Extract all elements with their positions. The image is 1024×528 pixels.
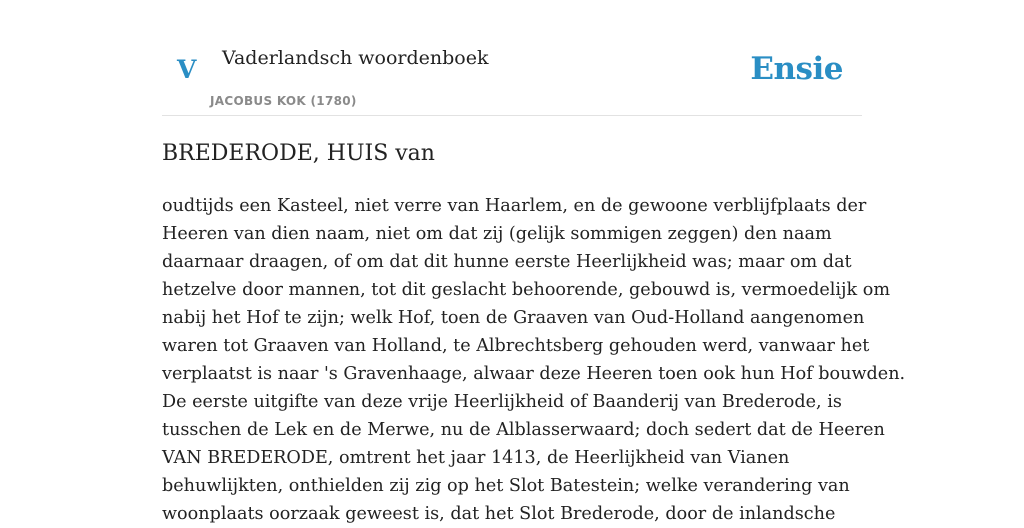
dictionary-author: JACOBUS KOK (1780) [210, 94, 357, 108]
entry-body-line: verplaatst is naar 's Gravenhaage, alwaar deze Heeren toen ook hun Hof bouwden. [162, 364, 906, 384]
entry-title: BREDERODE, HUIS van [162, 141, 435, 166]
index-letter[interactable]: V [177, 55, 197, 84]
entry-body-line: hetzelve door mannen, tot dit geslacht behoorende, gebouwd is, vermoedelijk om [162, 280, 891, 300]
entry-body-line: oudtijds een Kasteel, niet verre van Haarlem, en de gewoone verblijfplaats der [162, 196, 867, 216]
entry-body-line: VAN BREDERODE, omtrent het jaar 1413, de Heerlijkheid van Vianen [162, 448, 790, 468]
ensie-logo[interactable]: Ensie [750, 51, 843, 87]
entry-body-line: nabij het Hof te zijn; welk Hof, toen de Graaven van Oud-Holland aangenomen [162, 308, 865, 328]
entry-body [162, 192, 906, 528]
dictionary-title[interactable]: Vaderlandsch woordenboek [222, 47, 489, 69]
entry-body-line: daarnaar draagen, of om dat dit hunne eerste Heerlijkheid was; maar om dat [162, 252, 852, 272]
entry-body-line: behuwlijkten, onthielden zij zig op het Slot Batestein; welke verandering van [162, 476, 850, 496]
dictionary-header [162, 0, 862, 116]
entry-body-line: Heeren van dien naam, niet om dat zij (gelijk sommigen zeggen) den naam [162, 224, 832, 244]
entry-body-line: tusschen de Lek en de Merwe, nu de Alblasserwaard; doch sedert dat de Heeren [162, 420, 885, 440]
entry-body-line: waren tot Graaven van Holland, te Albrechtsberg gehouden werd, vanwaar het [162, 336, 870, 356]
entry-body-line: De eerste uitgifte van deze vrije Heerlijkheid of Baanderij van Brederode, is [162, 392, 842, 412]
entry-body-line: woonplaats oorzaak geweest is, dat het Slot Brederode, door de inlandsche [162, 504, 836, 524]
